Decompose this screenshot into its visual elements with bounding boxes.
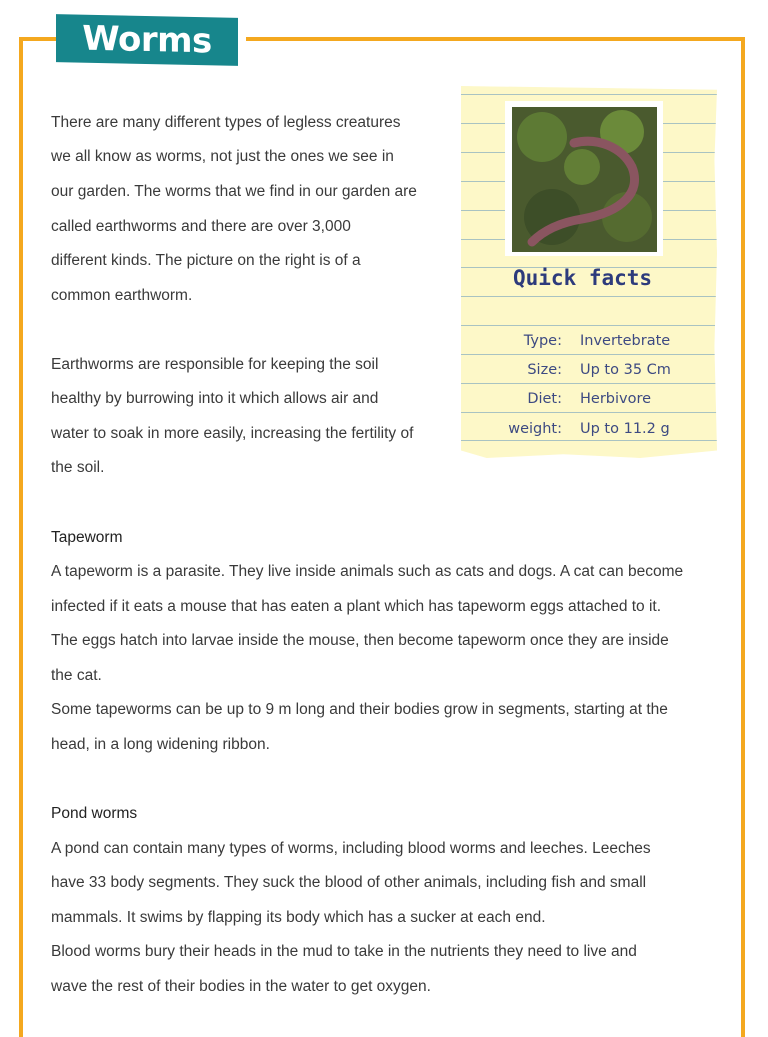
text-line: common earthworm. — [51, 287, 193, 304]
section-heading: Pond worms — [51, 805, 138, 822]
fact-label: weight: — [508, 421, 562, 437]
text-line: the cat. — [51, 667, 102, 684]
text-line: healthy by burrowing into it which allows air and — [51, 390, 379, 407]
text-line: called earthworms and there are over 3,000 — [51, 218, 351, 235]
page-title: Worms — [82, 18, 212, 62]
fact-value: Invertebrate — [580, 333, 671, 349]
fact-label: Size: — [527, 362, 562, 378]
fact-value: Up to 35 Cm — [580, 362, 671, 378]
fact-value: Up to 11.2 g — [580, 421, 670, 437]
fact-value: Herbivore — [580, 391, 652, 407]
text-line: The eggs hatch into larvae inside the mouse, then become tapeworm once they are inside — [51, 632, 669, 649]
quick-facts-title: Quick facts — [513, 266, 653, 290]
text-line: A pond can contain many types of worms, including blood worms and leeches. Leeches — [51, 840, 651, 857]
earthworm-photo — [505, 101, 663, 256]
section-heading: Tapeworm — [51, 529, 123, 546]
text-line: wave the rest of their bodies in the water to get oxygen. — [51, 978, 431, 995]
text-line: There are many different types of legless creatures — [51, 114, 401, 131]
text-line: Earthworms are responsible for keeping the soil — [51, 356, 379, 373]
text-line: A tapeworm is a parasite. They live inside animals such as cats and dogs. A cat can become — [51, 563, 684, 580]
fact-label: Diet: — [527, 391, 562, 407]
fact-label: Type: — [523, 333, 562, 349]
title-banner — [56, 14, 238, 66]
text-line: head, in a long widening ribbon. — [51, 736, 270, 753]
text-line: our garden. The worms that we find in our garden are — [51, 183, 417, 200]
text-line: the soil. — [51, 459, 105, 476]
text-line: have 33 body segments. They suck the blood of other animals, including fish and small — [51, 874, 647, 891]
text-line: Blood worms bury their heads in the mud to take in the nutrients they need to live and — [51, 943, 637, 960]
text-line: water to soak in more easily, increasing the fertility of — [51, 425, 414, 442]
text-line: Some tapeworms can be up to 9 m long and their bodies grow in segments, starting at the — [51, 701, 668, 718]
text-line: infected if it eats a mouse that has eaten a plant which has tapeworm eggs attached to it. — [51, 598, 662, 615]
text-line: we all know as worms, not just the ones we see in — [51, 148, 394, 165]
text-line: mammals. It swims by flapping its body which has a sucker at each end. — [51, 909, 546, 926]
text-line: different kinds. The picture on the right is of a — [51, 252, 361, 269]
